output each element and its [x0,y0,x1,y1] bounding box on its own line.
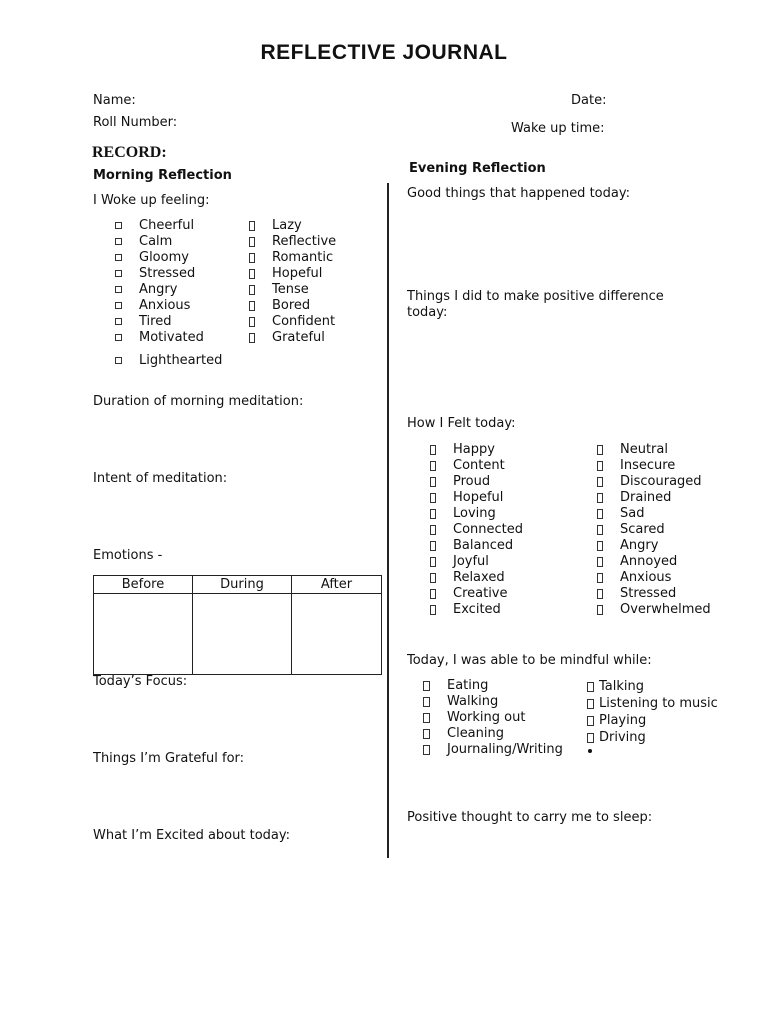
checkbox-icon[interactable] [430,573,436,583]
checkbox-item[interactable]: Drained [597,490,747,506]
checkbox-icon[interactable] [597,493,603,503]
meditation-duration-label: Duration of morning meditation: [93,394,304,409]
checkbox-item[interactable]: Insecure [597,458,747,474]
checkbox-item[interactable]: Eating [423,678,583,694]
checkbox-icon[interactable] [597,573,603,583]
checkbox-icon[interactable] [423,745,430,755]
checkbox-icon[interactable] [249,269,255,279]
checkbox-icon[interactable] [115,254,122,261]
checkbox-icon[interactable] [430,605,436,615]
emotions-cell-before[interactable] [94,594,193,675]
checkbox-icon[interactable] [249,285,255,295]
checkbox-item[interactable]: Grateful [249,330,369,346]
checkbox-icon[interactable] [249,221,255,231]
mindful-list-2 [587,679,757,747]
mindful-while-label: Today, I was able to be mindful while: [407,653,652,668]
checkbox-icon[interactable] [430,445,436,455]
checkbox-icon[interactable] [249,333,255,343]
checkbox-item[interactable]: Listening to music [587,696,757,713]
checkbox-icon[interactable] [587,682,594,692]
meditation-intent-label: Intent of meditation: [93,471,228,486]
checkbox-item[interactable]: Hopeful [249,266,369,282]
checkbox-item[interactable]: Cleaning [423,726,583,742]
checkbox-item[interactable]: Lighthearted [115,353,235,369]
checkbox-item[interactable]: Reflective [249,234,369,250]
evening-reflection-heading: Evening Reflection [409,161,546,176]
checkbox-item[interactable]: Calm [115,234,235,250]
checkbox-icon[interactable] [597,445,603,455]
checkbox-icon[interactable] [430,557,436,567]
positive-thought-label: Positive thought to carry me to sleep: [407,810,653,825]
checkbox-item[interactable]: Neutral [597,442,747,458]
roll-number-label: Roll Number: [93,115,178,130]
checkbox-item[interactable]: Motivated [115,330,235,346]
checkbox-item[interactable]: Content [430,458,580,474]
checkbox-item[interactable]: Anxious [115,298,235,314]
morning-feelings-extra [115,353,235,369]
checkbox-item[interactable]: Excited [430,602,580,618]
checkbox-icon[interactable] [423,713,430,723]
checkbox-icon[interactable] [423,729,430,739]
mindful-list-1 [423,678,583,758]
checkbox-icon[interactable] [115,286,122,293]
checkbox-icon[interactable] [115,238,122,245]
checkbox-item[interactable]: Bored [249,298,369,314]
checkbox-item[interactable]: Anxious [597,570,747,586]
grateful-for-label: Things I’m Grateful for: [93,751,245,766]
evening-felt-list-1 [430,442,580,618]
checkbox-icon[interactable] [115,270,122,277]
checkbox-icon[interactable] [430,493,436,503]
checkbox-item[interactable]: Journaling/Writing [423,742,583,758]
checkbox-icon[interactable] [115,334,122,341]
checkbox-icon[interactable] [115,318,122,325]
checkbox-item[interactable]: Romantic [249,250,369,266]
checkbox-item[interactable]: Cheerful [115,218,235,234]
checkbox-icon[interactable] [587,716,594,726]
emotions-table [93,575,382,675]
checkbox-icon[interactable] [597,605,603,615]
checkbox-item[interactable]: Annoyed [597,554,747,570]
morning-reflection-heading: Morning Reflection [93,168,232,183]
checkbox-icon[interactable] [430,509,436,519]
checkbox-item[interactable]: Discouraged [597,474,747,490]
checkbox-item[interactable]: Proud [430,474,580,490]
checkbox-item[interactable]: Walking [423,694,583,710]
positive-difference-label-line1: Things I did to make positive difference [407,289,664,304]
checkbox-icon[interactable] [430,589,436,599]
checkbox-item[interactable]: Connected [430,522,580,538]
column-divider [387,183,389,858]
checkbox-icon[interactable] [423,697,430,707]
checkbox-item[interactable]: Working out [423,710,583,726]
emotions-header-before: Before [94,576,193,594]
checkbox-icon[interactable] [249,317,255,327]
checkbox-item[interactable]: Happy [430,442,580,458]
checkbox-icon[interactable] [587,699,594,709]
checkbox-item[interactable]: Sad [597,506,747,522]
checkbox-item[interactable]: Tired [115,314,235,330]
positive-difference-label-line2: today: [407,305,448,320]
bullet-dot-icon [588,749,592,753]
checkbox-icon[interactable] [597,589,603,599]
wake-up-time-label: Wake up time: [511,121,605,136]
checkbox-icon[interactable] [249,237,255,247]
emotions-header-after: After [292,576,382,594]
checkbox-icon[interactable] [115,357,122,364]
checkbox-item[interactable]: Tense [249,282,369,298]
checkbox-icon[interactable] [430,461,436,471]
checkbox-item[interactable]: Gloomy [115,250,235,266]
emotions-cell-after[interactable] [292,594,382,675]
checkbox-item[interactable]: Hopeful [430,490,580,506]
checkbox-item[interactable]: Loving [430,506,580,522]
checkbox-item[interactable]: Overwhelmed [597,602,747,618]
checkbox-item[interactable]: Angry [115,282,235,298]
checkbox-item[interactable]: Stressed [597,586,747,602]
checkbox-icon[interactable] [597,541,603,551]
checkbox-icon[interactable] [597,525,603,535]
emotions-cell-during[interactable] [193,594,292,675]
good-things-label: Good things that happened today: [407,186,630,201]
checkbox-icon[interactable] [430,477,436,487]
emotions-label: Emotions - [93,548,163,563]
checkbox-item[interactable]: Relaxed [430,570,580,586]
checkbox-icon[interactable] [423,681,430,691]
checkbox-item[interactable]: Scared [597,522,747,538]
checkbox-icon[interactable] [430,541,436,551]
morning-feelings-list-2 [249,218,369,346]
checkbox-item[interactable]: Talking [587,679,757,696]
name-label: Name: [93,93,136,108]
how-i-felt-label: How I Felt today: [407,416,516,431]
checkbox-icon[interactable] [597,477,603,487]
checkbox-icon[interactable] [587,733,594,743]
emotions-header-during: During [193,576,292,594]
checkbox-icon[interactable] [597,461,603,471]
checkbox-item[interactable]: Angry [597,538,747,554]
checkbox-item[interactable]: Playing [587,713,757,730]
checkbox-item[interactable]: Stressed [115,266,235,282]
checkbox-item[interactable]: Balanced [430,538,580,554]
checkbox-item[interactable]: Confident [249,314,369,330]
checkbox-icon[interactable] [597,509,603,519]
record-heading: RECORD: [92,144,167,161]
checkbox-icon[interactable] [249,253,255,263]
todays-focus-label: Today’s Focus: [93,674,188,689]
excited-about-label: What I’m Excited about today: [93,828,291,843]
checkbox-item[interactable]: Joyful [430,554,580,570]
checkbox-item[interactable]: Lazy [249,218,369,234]
checkbox-item[interactable]: Driving [587,730,757,747]
checkbox-item[interactable]: Creative [430,586,580,602]
checkbox-icon[interactable] [430,525,436,535]
checkbox-icon[interactable] [115,302,122,309]
checkbox-icon[interactable] [597,557,603,567]
evening-felt-list-2 [597,442,747,618]
checkbox-icon[interactable] [115,222,122,229]
page-title: REFLECTIVE JOURNAL [260,41,508,64]
morning-feelings-list-1 [115,218,235,346]
date-label: Date: [571,93,607,108]
checkbox-icon[interactable] [249,301,255,311]
woke-up-feeling-label: I Woke up feeling: [93,193,210,208]
